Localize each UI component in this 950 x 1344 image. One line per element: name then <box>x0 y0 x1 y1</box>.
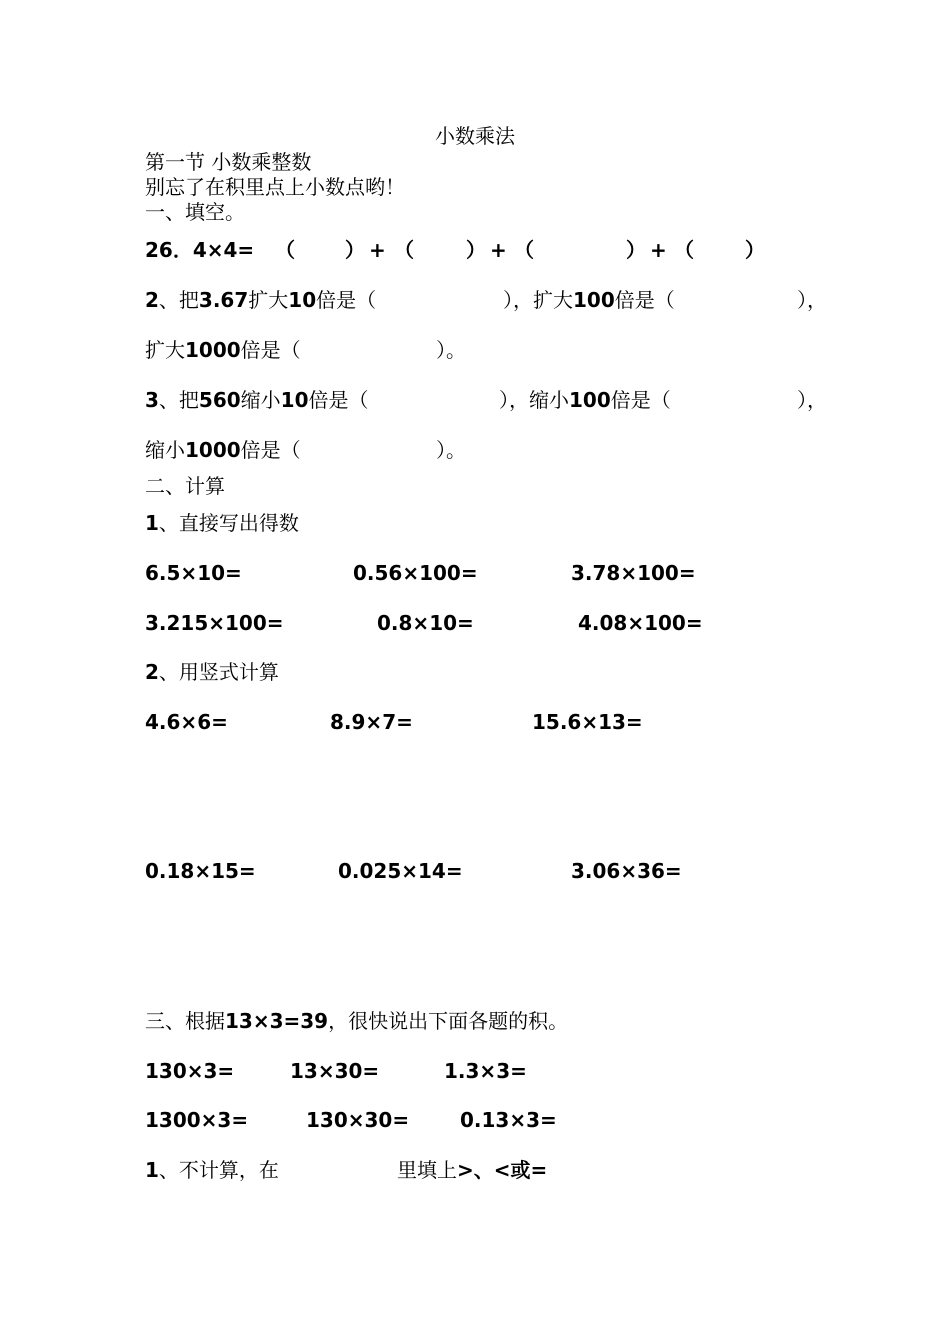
q1-open-4: （ <box>674 238 694 262</box>
q2-part-d: 扩大1000倍是（ <box>145 338 301 362</box>
part3-item: 130×3= <box>145 1059 235 1083</box>
compare-instruction-a: 1、不计算，在 <box>145 1158 279 1182</box>
page-title: 小数乘法 <box>435 124 515 148</box>
q1-open-1: （ <box>275 238 295 262</box>
part3-item: 130×30= <box>306 1108 410 1132</box>
q3-part-b: ），缩小100倍是（ <box>499 388 671 412</box>
vertical-item: 8.9×7= <box>330 710 413 734</box>
q1-close-2: ） <box>466 238 486 262</box>
q2-part-b: ），扩大100倍是（ <box>503 288 675 312</box>
q1-open-3: （ <box>514 238 534 262</box>
part3-heading: 三、根据13×3=39，很快说出下面各题的积。 <box>145 1009 569 1033</box>
direct-item: 3.215×100= <box>145 611 284 635</box>
q1-open-2: （ <box>394 238 414 262</box>
part2-heading: 二、计算 <box>145 474 225 498</box>
q2-part-c: ）， <box>797 288 827 312</box>
vertical-item: 15.6×13= <box>532 710 643 734</box>
sub2-heading: 2、用竖式计算 <box>145 660 279 684</box>
vertical-item: 4.6×6= <box>145 710 228 734</box>
q1-close-1: ） <box>345 238 365 262</box>
q2-part-e: ）。 <box>436 338 466 362</box>
vertical-item: 0.025×14= <box>338 859 463 883</box>
compare-instruction-b: 里填上>、<或= <box>397 1158 548 1182</box>
part3-item: 1.3×3= <box>444 1059 527 1083</box>
reminder-text: 别忘了在积里点上小数点哟！ <box>145 175 405 199</box>
part1-heading: 一、填空。 <box>145 200 245 224</box>
section-heading: 第一节 小数乘整数 <box>145 150 312 174</box>
q1-plus-2: + <box>490 238 507 262</box>
direct-item: 3.78×100= <box>571 561 696 585</box>
q3-part-a: 3、把560缩小10倍是（ <box>145 388 369 412</box>
q1-plus-1: + <box>369 238 386 262</box>
part3-item: 13×30= <box>290 1059 380 1083</box>
q1-close-4: ） <box>745 238 765 262</box>
direct-item: 0.8×10= <box>377 611 474 635</box>
q3-part-e: ）。 <box>436 438 466 462</box>
direct-item: 6.5×10= <box>145 561 242 585</box>
q2-part-a: 2、把3.67扩大10倍是（ <box>145 288 377 312</box>
part3-item: 1300×3= <box>145 1108 249 1132</box>
part3-item: 0.13×3= <box>460 1108 557 1132</box>
direct-item: 4.08×100= <box>578 611 703 635</box>
q3-part-c: ）， <box>797 388 827 412</box>
q1-close-3: ） <box>626 238 646 262</box>
vertical-item: 3.06×36= <box>571 859 682 883</box>
q1-plus-3: + <box>650 238 667 262</box>
q1-expression: 26．4×4= <box>145 238 255 262</box>
vertical-item: 0.18×15= <box>145 859 256 883</box>
direct-item: 0.56×100= <box>353 561 478 585</box>
q3-part-d: 缩小1000倍是（ <box>145 438 301 462</box>
sub1-heading: 1、直接写出得数 <box>145 511 299 535</box>
